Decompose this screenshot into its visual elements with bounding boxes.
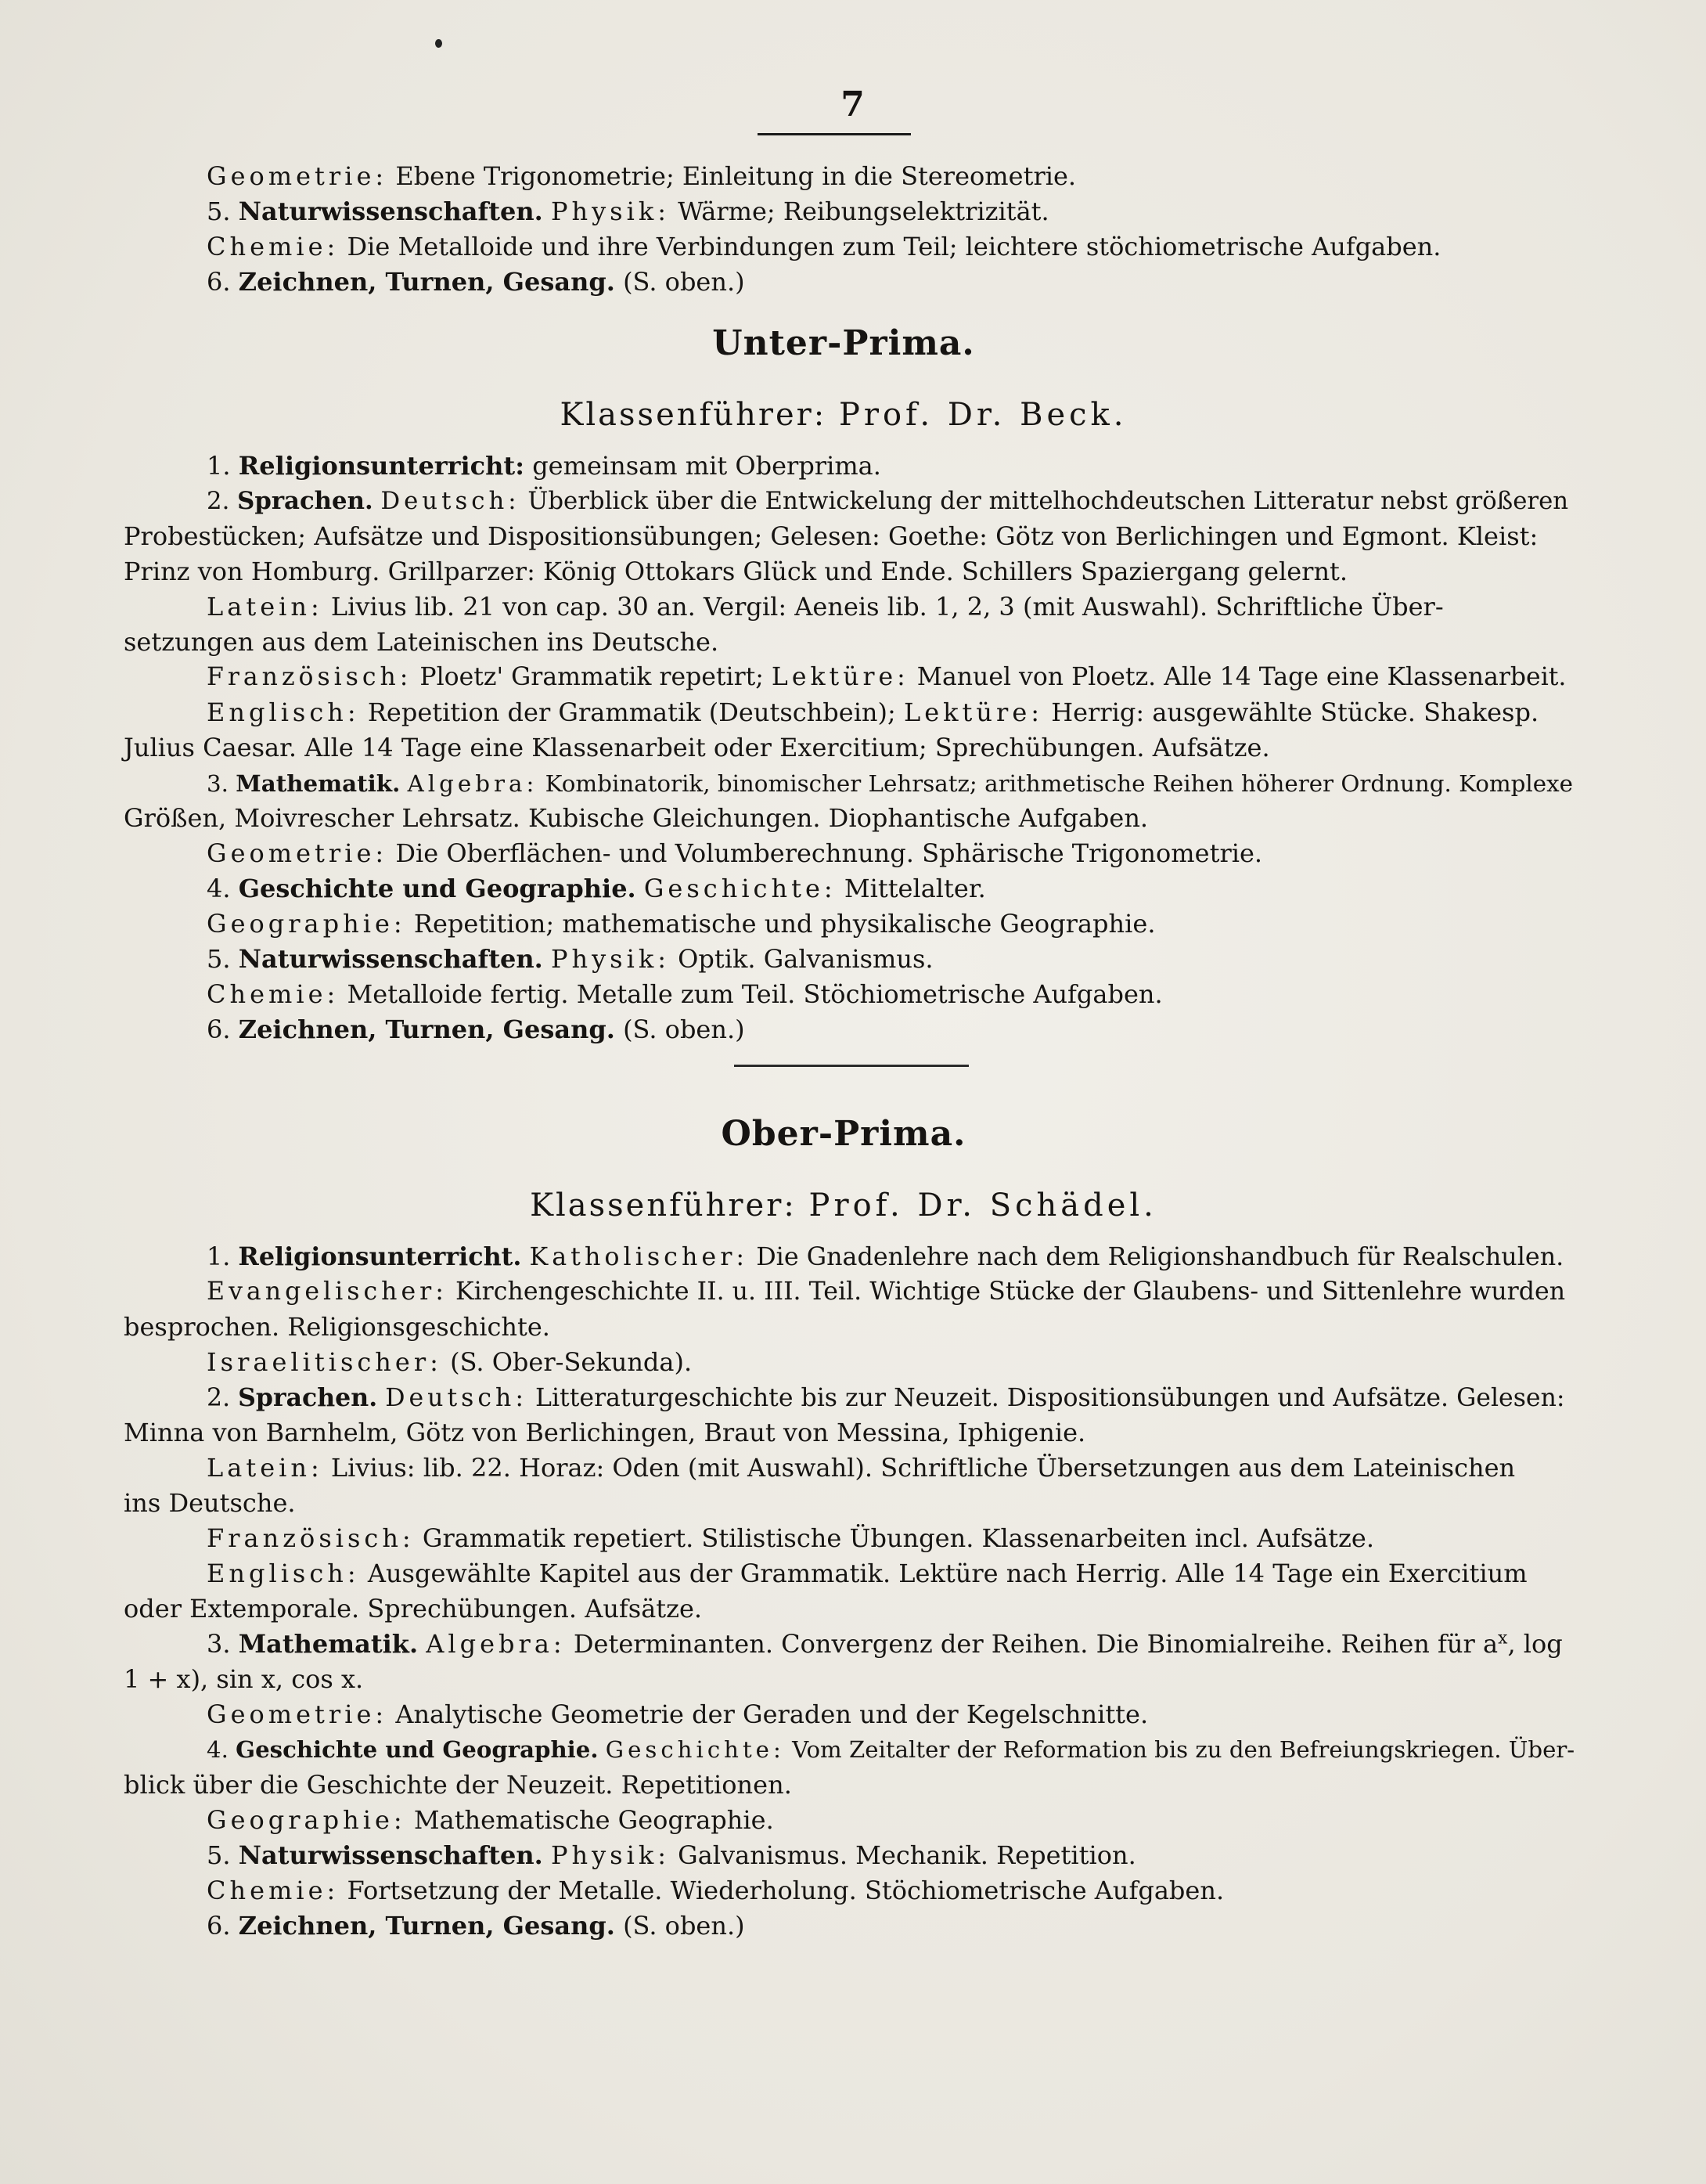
text-line: Geographie: Repetition; mathematische und physikalische Geographie. — [207, 909, 1156, 939]
text-line: Julius Caesar. Alle 14 Tage eine Klassenarbeit oder Exercitium; Sprechübungen. Aufsätze. — [124, 733, 1270, 762]
text-line: 6. Zeichnen, Turnen, Gesang. (S. oben.) — [207, 267, 745, 297]
text-line: Französisch: Ploetz' Grammatik repetirt; Lektüre: Manuel von Ploetz. Alle 14 Tage eine Klassenarbeit. — [207, 663, 1567, 691]
text-line: Französisch: Grammatik repetiert. Stilistische Übungen. Klassenarbeiten incl. Aufsätze. — [207, 1523, 1374, 1553]
text-line: besprochen. Religionsgeschichte. — [124, 1312, 550, 1342]
text-line: oder Extemporale. Sprechübungen. Aufsätze. — [124, 1594, 703, 1624]
text-line: Prinz von Homburg. Grillparzer: König Ottokars Glück und Ende. Schillers Spaziergang gelernt. — [124, 557, 1348, 586]
text-line: Geometrie: Analytische Geometrie der Geraden und der Kegelschnitte. — [207, 1699, 1149, 1729]
text-line: 1. Religionsunterricht: gemeinsam mit Oberprima. — [207, 451, 881, 481]
page-number-rule — [758, 133, 911, 135]
text-line: Evangelischer: Kirchengeschichte II. u. III. Teil. Wichtige Stücke der Glaubens- und Sittenlehre wurden — [207, 1278, 1566, 1306]
text-line: 6. Zeichnen, Turnen, Gesang. (S. oben.) — [207, 1911, 745, 1941]
text-line: 5. Naturwissenschaften. Physik: Galvanismus. Mechanik. Repetition. — [207, 1840, 1136, 1870]
ink-dot — [435, 39, 442, 48]
text-line: setzungen aus dem Lateinischen ins Deutsche. — [124, 627, 719, 657]
section-separator — [124, 1047, 1564, 1090]
text-line: 4. Geschichte und Geographie. Geschichte: Mittelalter. — [207, 874, 986, 903]
klassenfuehrer-line: Klassenführer: Prof. Dr. Schädel. — [530, 1188, 1157, 1224]
text-line: Latein: Livius: lib. 22. Horaz: Oden (mit Auswahl). Schriftliche Übersetzungen aus dem Lateinischen — [207, 1453, 1516, 1483]
text-line: Chemie: Metalloide fertig. Metalle zum Teil. Stöchiometrische Aufgaben. — [207, 979, 1163, 1009]
text-line: Latein: Livius lib. 21 von cap. 30 an. Vergil: Aeneis lib. 1, 2, 3 (mit Auswahl). Schriftliche Über- — [207, 592, 1444, 622]
text-line: 1 + x), sin x, cos x. — [124, 1664, 364, 1694]
text-line: Englisch: Ausgewählte Kapitel aus der Grammatik. Lektüre nach Herrig. Alle 14 Tage ein Exercitium — [207, 1559, 1528, 1588]
klassenfuehrer-line: Klassenführer: Prof. Dr. Beck. — [560, 397, 1128, 433]
text-line: 4. Geschichte und Geographie. Geschichte: Vom Zeitalter der Reformation bis zu den Befreiungskriegen. Über- — [207, 1736, 1575, 1763]
text-line: 6. Zeichnen, Turnen, Gesang. (S. oben.) — [207, 1015, 745, 1044]
text-line: 2. Sprachen. Deutsch: Litteraturgeschichte bis zur Neuzeit. Dispositionsübungen und Aufsätze. Gelesen: — [207, 1383, 1565, 1412]
text-line: 5. Naturwissenschaften. Physik: Optik. Galvanismus. — [207, 944, 934, 974]
text-line: Probestücken; Aufsätze und Dispositionsübungen; Gelesen: Goethe: Götz von Berlichingen und Egmont. Kleist: — [124, 521, 1539, 551]
page-number: 7 — [840, 85, 866, 124]
text-line: Englisch: Repetition der Grammatik (Deutschbein); Lektüre: Herrig: ausgewählte Stücke. Shakesp. — [207, 697, 1539, 727]
text-line: blick über die Geschichte der Neuzeit. Repetitionen. — [124, 1770, 792, 1800]
page-body — [124, 159, 1575, 1944]
text-line: Geographie: Mathematische Geographie. — [207, 1805, 774, 1835]
text-line: 1. Religionsunterricht. Katholischer: Die Gnadenlehre nach dem Religionshandbuch für Realschulen. — [207, 1242, 1564, 1271]
text-line: Chemie: Fortsetzung der Metalle. Wiederholung. Stöchiometrische Aufgaben. — [207, 1876, 1225, 1905]
text-line: Geometrie: Die Oberflächen- und Volumberechnung. Sphärische Trigonometrie. — [207, 838, 1263, 868]
text-line: ins Deutsche. — [124, 1488, 296, 1518]
text-line: 5. Naturwissenschaften. Physik: Wärme; Reibungselektrizität. — [207, 196, 1049, 226]
section-heading-unter-prima: Unter-Prima. — [712, 323, 975, 363]
text-line: 3. Mathematik. Algebra: Determinanten. Convergenz der Reihen. Die Binomialreihe. Reihen für $a^x$, log — [207, 1628, 1563, 1659]
text-line: Israelitischer: (S. Ober-Sekunda). — [207, 1347, 693, 1377]
text-line: 2. Sprachen. Deutsch: Überblick über die Entwickelung der mittelhochdeutschen Litteratur nebst größeren — [207, 487, 1569, 515]
text-line: Geometrie: Ebene Trigonometrie; Einleitung in die Stereometrie. — [207, 161, 1077, 191]
text-line: 3. Mathematik. Algebra: Kombinatorik, binomischer Lehrsatz; arithmetische Reihen höherer Ordnung. Komplexe — [207, 769, 1573, 797]
text-line: Größen, Moivrescher Lehrsatz. Kubische Gleichungen. Diophantische Aufgaben. — [124, 803, 1149, 833]
text-line: Chemie: Die Metalloide und ihre Verbindungen zum Teil; leichtere stöchiometrische Aufgaben. — [207, 232, 1441, 261]
text-line: Minna von Barnhelm, Götz von Berlichingen, Braut von Messina, Iphigenie. — [124, 1418, 1086, 1447]
section-heading-ober-prima: Ober-Prima. — [721, 1114, 966, 1154]
